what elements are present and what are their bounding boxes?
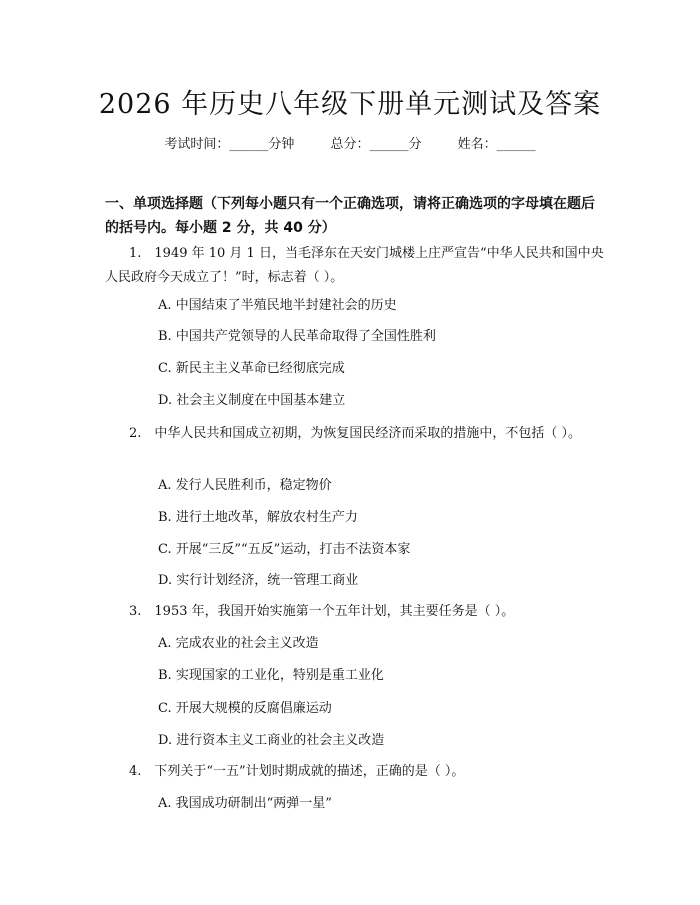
question-stem: 2. 中华人民共和国成立初期，为恢复国民经济而采取的措施中，不包括（ ）。: [129, 426, 582, 441]
exam-score: 总分：______分: [330, 137, 422, 152]
option-c: C. 开展“三反”“五反”运动，打击不法资本家: [158, 542, 411, 557]
exam-time: 考试时间：______分钟: [164, 137, 295, 152]
option-b: B. 进行土地改革，解放农村生产力: [158, 510, 358, 525]
question-stem: 3. 1953 年，我国开始实施第一个五年计划，其主要任务是（ ）。: [129, 604, 515, 619]
option-b: B. 实现国家的工业化，特别是重工业化: [158, 668, 384, 683]
option-d: D. 进行资本主义工商业的社会主义改造: [158, 733, 385, 748]
option-a: A. 中国结束了半殖民地半封建社会的历史: [158, 298, 397, 313]
question-stem: 4. 下列关于“一五”计划时期成就的描述，正确的是（ ）。: [129, 764, 465, 779]
exam-meta: [0, 133, 700, 152]
option-a: A. 完成农业的社会主义改造: [158, 636, 319, 651]
option-a: A. 我国成功研制出“两弹一星”: [158, 796, 332, 811]
option-a: A. 发行人民胜利币，稳定物价: [158, 478, 332, 493]
option-c: C. 新民主主义革命已经彻底完成: [158, 361, 345, 376]
section-heading: 一、单项选择题（下列每小题只有一个正确选项，请将正确选项的字母填在题后的括号内。每小题 2 分，共 40 分）: [105, 196, 595, 236]
student-name: 姓名：______: [457, 137, 536, 152]
question-stem: 1. 1949 年 10 月 1 日，当毛泽东在天安门城楼上庄严宣告“中华人民共和国中央人民政府今天成立了！”时，标志着（ ）。: [105, 246, 604, 285]
option-d: D. 社会主义制度在中国基本建立: [158, 393, 346, 408]
option-d: D. 实行计划经济，统一管理工商业: [158, 573, 359, 588]
option-b: B. 中国共产党领导的人民革命取得了全国性胜利: [158, 329, 436, 344]
option-c: C. 开展大规模的反腐倡廉运动: [158, 701, 332, 716]
page-title: 2026 年历史八年级下册单元测试及答案: [98, 89, 602, 120]
